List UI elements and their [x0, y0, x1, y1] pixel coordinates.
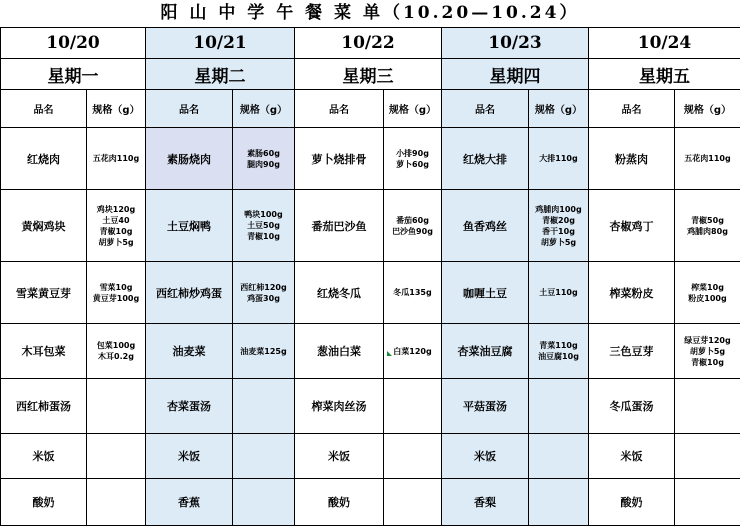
dish-name: 米饭: [146, 434, 233, 479]
dish-spec: [233, 434, 295, 479]
dish-spec: [87, 479, 146, 526]
spec-line: 青椒10g: [87, 226, 145, 237]
date-cell: 10/20: [1, 28, 146, 59]
spec-line: 巴沙鱼90g: [384, 226, 441, 237]
dish-name: 杏菜油豆腐: [442, 324, 529, 379]
spec-line: 土豆40: [87, 215, 145, 226]
dish-spec: [675, 190, 740, 262]
dish-name: 杏菜蛋汤: [146, 379, 233, 434]
dish-name: 红烧大排: [442, 128, 529, 190]
dish-spec: [384, 379, 442, 434]
spec-line: 五花肉110g: [87, 153, 145, 164]
dish-spec: [529, 324, 589, 379]
dish-name: 米饭: [442, 434, 529, 479]
spec-header: 规格（g）: [675, 90, 740, 128]
dish-name: 米饭: [295, 434, 384, 479]
spec-line: 大排110g: [529, 153, 588, 164]
dish-spec: [233, 379, 295, 434]
lunch-menu-table: [0, 27, 740, 526]
name-header: 品名: [1, 90, 87, 128]
spec-line: 素肠60g: [233, 148, 294, 159]
dish-name: 榨菜肉丝汤: [295, 379, 384, 434]
dish-row: [1, 479, 740, 526]
spec-header: 规格（g）: [384, 90, 442, 128]
name-header: 品名: [295, 90, 384, 128]
dish-row: [1, 324, 740, 379]
dish-spec: [675, 262, 740, 324]
dish-name: 葱油白菜: [295, 324, 384, 379]
spec-header: 规格（g）: [233, 90, 295, 128]
dish-name: 米饭: [1, 434, 87, 479]
spec-line: 腿肉90g: [233, 159, 294, 170]
dish-name: 粉蒸肉: [589, 128, 675, 190]
weekday-cell: 星期一: [1, 59, 146, 90]
dish-spec: [529, 434, 589, 479]
dish-spec: [87, 262, 146, 324]
dish-spec: [384, 324, 442, 379]
dish-name: 萝卜烧排骨: [295, 128, 384, 190]
dish-spec: [675, 479, 740, 526]
dish-name: 西红柿蛋汤: [1, 379, 87, 434]
dish-name: 雪菜黄豆芽: [1, 262, 87, 324]
dish-name: 冬瓜蛋汤: [589, 379, 675, 434]
spec-line: 油豆腐10g: [529, 351, 588, 362]
dish-spec: [384, 128, 442, 190]
dish-name: 酸奶: [295, 479, 384, 526]
dish-spec: [675, 324, 740, 379]
name-header: 品名: [146, 90, 233, 128]
dish-spec: [675, 434, 740, 479]
spec-line: 土豆110g: [529, 287, 588, 298]
dish-name: 素肠烧肉: [146, 128, 233, 190]
spec-line: 胡萝卜5g: [675, 346, 740, 357]
date-cell: 10/22: [295, 28, 442, 59]
date-row: [1, 28, 740, 59]
dish-name: 西红柿炒鸡蛋: [146, 262, 233, 324]
spec-line: 冬瓜135g: [384, 287, 441, 298]
spec-line: 胡萝卜5g: [529, 237, 588, 248]
weekday-cell: 星期四: [442, 59, 589, 90]
dish-name: 木耳包菜: [1, 324, 87, 379]
name-header: 品名: [442, 90, 529, 128]
weekday-cell: 星期五: [589, 59, 740, 90]
spec-line: 萝卜60g: [384, 159, 441, 170]
date-cell: 10/24: [589, 28, 740, 59]
dish-name: 平菇蛋汤: [442, 379, 529, 434]
dish-name: 杏椒鸡丁: [589, 190, 675, 262]
dish-spec: [529, 262, 589, 324]
dish-spec: [384, 479, 442, 526]
dish-name: 酸奶: [589, 479, 675, 526]
dish-spec: [87, 379, 146, 434]
dish-name: 三色豆芽: [589, 324, 675, 379]
spec-line: 鸡蛋30g: [233, 293, 294, 304]
spec-line: 胡萝卜5g: [87, 237, 145, 248]
spec-line: 包菜100g: [87, 340, 145, 351]
dish-spec: [384, 434, 442, 479]
spec-line: 木耳0.2g: [87, 351, 145, 362]
dish-name: 咖喱土豆: [442, 262, 529, 324]
date-cell: 10/21: [146, 28, 295, 59]
dish-spec: [384, 262, 442, 324]
spec-header: 规格（g）: [87, 90, 146, 128]
dish-name: 红烧冬瓜: [295, 262, 384, 324]
dish-row: [1, 434, 740, 479]
dish-row: [1, 128, 740, 190]
spec-line: 青椒10g: [233, 231, 294, 242]
dish-row: [1, 379, 740, 434]
dish-spec: [675, 379, 740, 434]
spec-line: 青椒20g: [529, 215, 588, 226]
dish-name: 黄焖鸡块: [1, 190, 87, 262]
spec-line: 黄豆芽100g: [87, 293, 145, 304]
spec-line: 粉皮100g: [675, 293, 740, 304]
spec-line: 鸡块120g: [87, 204, 145, 215]
dish-spec: [87, 324, 146, 379]
dish-row: [1, 190, 740, 262]
cell-comment-marker: [387, 351, 392, 356]
dish-spec: [529, 479, 589, 526]
dish-spec: [233, 324, 295, 379]
dish-spec: [529, 379, 589, 434]
dish-name: 榨菜粉皮: [589, 262, 675, 324]
dish-spec: [384, 190, 442, 262]
dish-name: 鱼香鸡丝: [442, 190, 529, 262]
spec-line: 榨菜10g: [675, 282, 740, 293]
dish-name: 红烧肉: [1, 128, 87, 190]
dish-spec: [233, 262, 295, 324]
spec-line: 五花肉110g: [675, 153, 740, 164]
dish-spec: [87, 434, 146, 479]
dish-row: [1, 262, 740, 324]
dish-name: 番茄巴沙鱼: [295, 190, 384, 262]
weekday-cell: 星期二: [146, 59, 295, 90]
spec-line: 绿豆芽120g: [675, 335, 740, 346]
spec-line: 小排90g: [384, 148, 441, 159]
name-header: 品名: [589, 90, 675, 128]
dish-name: 米饭: [589, 434, 675, 479]
dish-spec: [233, 128, 295, 190]
dish-spec: [675, 128, 740, 190]
spec-header: 规格（g）: [529, 90, 589, 128]
spec-line: 西红柿120g: [233, 282, 294, 293]
dish-name: 油麦菜: [146, 324, 233, 379]
spec-line: 青椒10g: [675, 357, 740, 368]
dish-spec: [87, 190, 146, 262]
spec-line: 鸡脯肉100g: [529, 204, 588, 215]
spec-line: 香干10g: [529, 226, 588, 237]
weekday-row: [1, 59, 740, 90]
dish-spec: [529, 128, 589, 190]
spec-line: 青菜110g: [529, 340, 588, 351]
dish-spec: [233, 479, 295, 526]
dish-name: 香梨: [442, 479, 529, 526]
menu-title: 阳 山 中 学 午 餐 菜 单（10.20—10.24）: [0, 0, 740, 27]
dish-name: 土豆焖鸭: [146, 190, 233, 262]
column-header-row: [1, 90, 740, 128]
dish-spec: [87, 128, 146, 190]
spec-line: 鸭块100g: [233, 209, 294, 220]
dish-name: 酸奶: [1, 479, 87, 526]
spec-line: 白菜120g: [384, 346, 441, 357]
dish-spec: [529, 190, 589, 262]
spec-line: 青椒50g: [675, 215, 740, 226]
dish-name: 香蕉: [146, 479, 233, 526]
spec-line: 雪菜10g: [87, 282, 145, 293]
date-cell: 10/23: [442, 28, 589, 59]
spec-line: 番茄60g: [384, 215, 441, 226]
spec-line: 土豆50g: [233, 220, 294, 231]
dish-spec: [233, 190, 295, 262]
spec-line: 油麦菜125g: [233, 346, 294, 357]
weekday-cell: 星期三: [295, 59, 442, 90]
spec-line: 鸡脯肉80g: [675, 226, 740, 237]
